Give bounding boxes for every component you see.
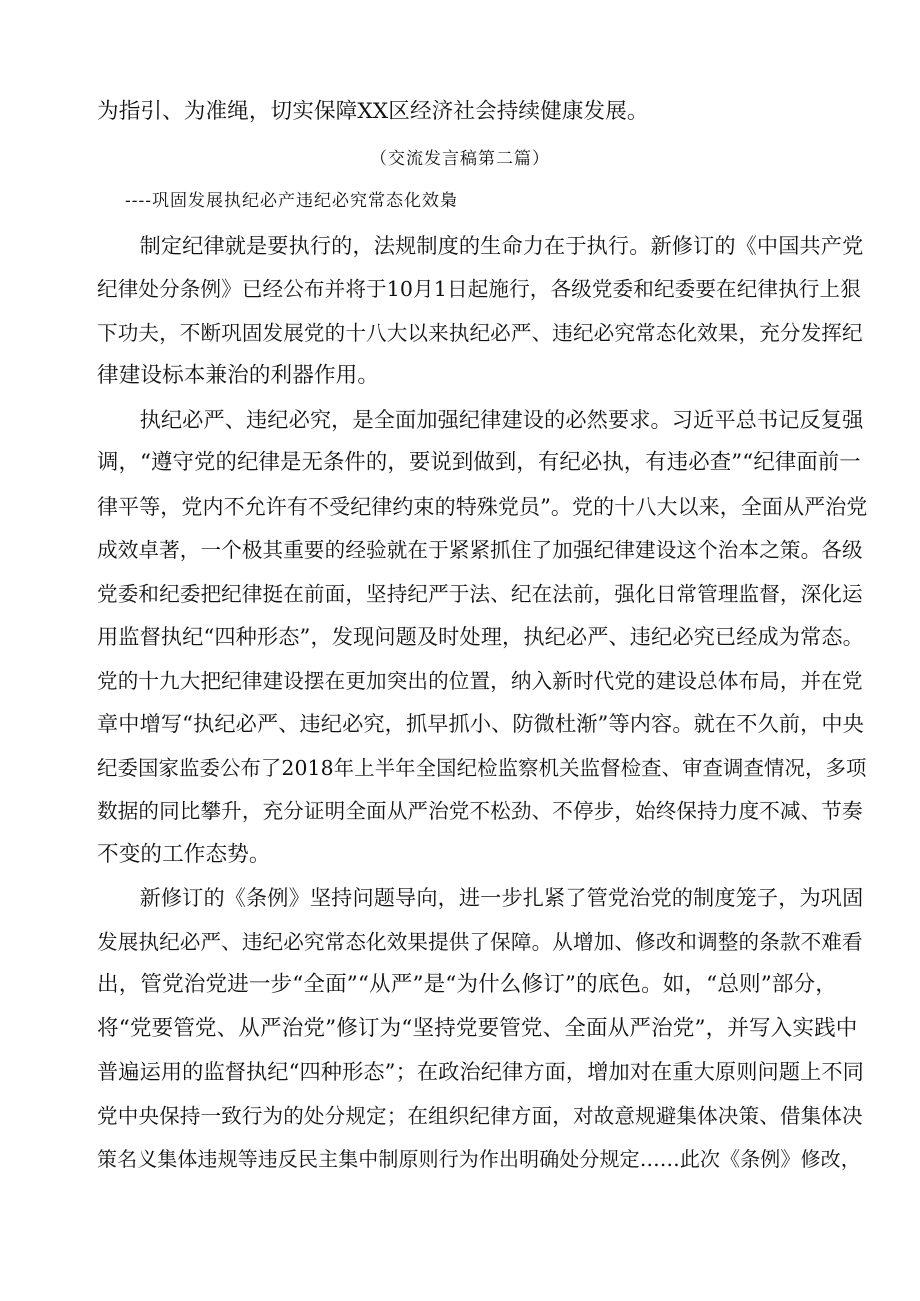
- paragraph-line: 下功夫，不断巩固发展党的十八大以来执纪必严、违纪必究常态化效果，充分发挥纪: [97, 321, 863, 345]
- paragraph-line: 为指引、为准绳，切实保障XX区经济社会持续健康发展。: [97, 99, 649, 124]
- paragraph-line: 党委和纪委把纪律挺在前面，坚持纪严于法、纪在法前，强化日常管理监督，深化运: [97, 582, 863, 606]
- section-subtitle: ----巩固发展执纪必产违纪必究常态化效梟: [125, 191, 458, 211]
- paragraph-line: 策名义集体违规等违反民主集中制原则行为作出明确处分规定……此次《条例》修改，: [97, 1147, 861, 1171]
- paragraph-line: 发展执纪必严、违纪必究常态化效果提供了保障。从增加、修改和调整的条款不难看: [97, 930, 863, 954]
- paragraph-line: 出，管党治党进一步“全面”“从严”是“为什么修订”的底色。如，“总则”部分，: [97, 972, 837, 997]
- paragraph-line: 纪律处分条例》已经公布并将于10月1日起施行，各级党委和纪委要在纪律执行上狠: [97, 277, 861, 301]
- paragraph-line: 新修订的《条例》坚持问题导向，进一步扎紧了管党治党的制度笼子，为巩固: [97, 885, 864, 910]
- paragraph-line: 章中增写“执纪必严、违纪必究，抓早抓小、防微杜渐”等内容。就在不久前，中央: [97, 711, 864, 736]
- paragraph-line: 不变的工作态势。: [97, 842, 271, 867]
- paragraph-line: 党的十九大把纪律建设摆在更加突出的位置，纳入新时代党的建设总体布局，并在党: [97, 669, 863, 693]
- paragraph-line: 成效卓著，一个极其重要的经验就在于紧紧抓住了加强纪律建设这个治本之策。各级: [97, 538, 863, 562]
- paragraph-line: 律建设标本兼治的利器作用。: [97, 363, 380, 388]
- paragraph-line: 律平等，党内不允许有不受纪律约束的特殊党员”。党的十八大以来，全面从严治党: [97, 495, 868, 519]
- paragraph-line: 调，“遵守党的纪律是无条件的，要说到做到，有纪必执，有违必查”“纪律面前一: [97, 450, 861, 475]
- paragraph-line: 纪委国家监委公布了2018年上半年全国纪检监察机关监督检查、审查调查情况，多项: [97, 756, 867, 780]
- paragraph-line: 执纪必严、违纪必究，是全面加强纪律建设的必然要求。习近平总书记反复强: [97, 407, 864, 432]
- paragraph-line: 数据的同比攀升，充分证明全面从严治党不松劲、不停步，始终保持力度不减、节奏: [97, 799, 863, 823]
- paragraph-line: 制定纪律就是要执行的，法规制度的生命力在于执行。新修订的《中国共产党: [97, 233, 864, 258]
- paragraph-line: 将“党要管党、从严治党”修订为“坚持党要管党、全面从严治党”，并写入实践中: [97, 1016, 858, 1041]
- section-title: （交流发言稿第二篇）: [370, 149, 550, 169]
- paragraph-line: 普遍运用的监督执纪“四种形态”；在政治纪律方面，增加对在重大原则问题上不同: [97, 1059, 864, 1084]
- paragraph-line: 党中央保持一致行为的处分规定；在组织纪律方面，对故意规避集体决策、借集体决: [97, 1104, 863, 1128]
- paragraph-line: 用监督执纪“四种形态”，发现问题及时处理，执纪必严、违纪必究已经成为常态。: [97, 624, 864, 649]
